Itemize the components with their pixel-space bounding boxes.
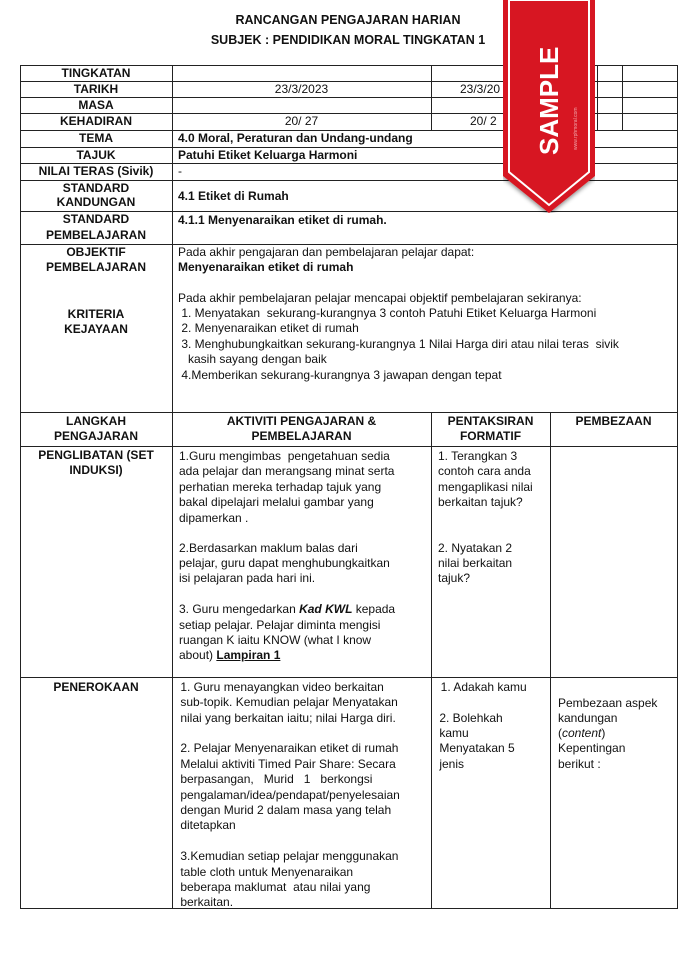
standard-pembelajaran-value: 4.1.1 Menyenaraikan etiket di rumah. — [178, 213, 387, 227]
label-standard-pembelajaran-2: PEMBELAJARAN — [45, 228, 146, 242]
activity-line: setiap pelajar. Pelajar diminta mengisi — [179, 618, 381, 632]
nilai-teras-value: - — [178, 164, 182, 178]
activity-line: perhatian mereka terhadap tajuk yang — [179, 480, 382, 494]
label-standard-kandungan-1: STANDARD — [62, 181, 130, 195]
activity-line: sub-topik. Kemudian pelajar Menyatakan — [177, 695, 398, 709]
pembezaan-line: (content) — [558, 726, 606, 740]
label-kehadiran: KEHADIRAN — [60, 114, 132, 128]
step-label-set-induksi-1: PENGLIBATAN (SET — [38, 448, 154, 462]
column-header-langkah-1: LANGKAH — [66, 414, 126, 428]
sample-text: SAMPLE — [534, 46, 564, 155]
kriteria-intro: Pada akhir pembelajaran pelajar mencapai objektif pembelajaran sekiranya: — [178, 291, 582, 305]
label-kriteria-2: KEJAYAAN — [64, 322, 128, 336]
activity-line: isi pelajaran pada hari ini. — [179, 571, 316, 585]
activity-line: dipamerkan . — [179, 511, 249, 525]
activity-line: Melalui aktiviti Timed Pair Share: Secara — [177, 757, 396, 771]
label-kriteria-1: KRITERIA — [67, 307, 125, 321]
column-header-pembezaan: PEMBEZAAN — [575, 414, 652, 428]
document-title: RANCANGAN PENGAJARAN HARIAN — [235, 13, 461, 27]
column-header-pentaksiran-2: FORMATIF — [459, 429, 522, 443]
formative-line: berkaitan tajuk? — [438, 495, 523, 509]
activity-line: about) Lampiran 1 — [179, 648, 281, 662]
label-nilai-teras: NILAI TERAS (Sivik) — [38, 164, 154, 178]
activity-line: 2. Pelajar Menyenaraikan etiket di rumah — [177, 741, 399, 755]
formative-line: Menyatakan 5 — [436, 741, 515, 755]
column-header-langkah-2: PENGAJARAN — [53, 429, 138, 443]
sample-watermark-ribbon — [503, 0, 595, 213]
label-standard-pembelajaran-1: STANDARD — [62, 212, 130, 226]
standard-kandungan-value: 4.1 Etiket di Rumah — [178, 189, 289, 203]
objektif-text: Menyenaraikan etiket di rumah — [178, 260, 354, 274]
label-standard-kandungan-2: KANDUNGAN — [56, 195, 136, 209]
label-masa: MASA — [78, 98, 114, 112]
activity-line: ada pelajar dan merangsang minat serta — [179, 464, 395, 478]
pembezaan-line: berikut : — [558, 757, 601, 771]
kehadiran-value-2: 20/ 2 — [470, 114, 497, 128]
activity-line: table cloth untuk Menyenaraikan — [177, 865, 354, 879]
column-header-aktiviti-1: AKTIVITI PENGAJARAN & — [226, 414, 377, 428]
formative-line: 2. Bolehkah — [436, 711, 503, 725]
activity-line: dengan Murid 2 dalam masa yang telah — [177, 803, 392, 817]
column-header-pentaksiran-1: PENTAKSIRAN — [447, 414, 534, 428]
activity-line: pelajar, guru dapat menghubungkaitkan — [179, 556, 390, 570]
lampiran-link[interactable]: Lampiran 1 — [216, 648, 281, 662]
formative-line: kamu — [436, 726, 469, 740]
label-objektif-2: PEMBELAJARAN — [45, 260, 146, 274]
formative-line: tajuk? — [438, 571, 471, 585]
column-header-aktiviti-2: PEMBELAJARAN — [251, 429, 352, 443]
activity-line: berkaitan. — [177, 895, 234, 909]
activity-line: ruangan K iaitu KNOW (what I know — [179, 633, 372, 647]
activity-line: 1.Guru mengimbas pengetahuan sedia — [179, 449, 390, 463]
tajuk-value: Patuhi Etiket Keluarga Harmoni — [178, 148, 358, 162]
document-subtitle: SUBJEK : PENDIDIKAN MORAL TINGKATAN 1 — [210, 33, 486, 47]
pembezaan-line: kandungan — [558, 711, 618, 725]
activity-line: 1. Guru menayangkan video berkaitan — [177, 680, 384, 694]
activity-line: 3.Kemudian setiap pelajar menggunakan — [177, 849, 399, 863]
tarikh-value-1: 23/3/2023 — [274, 82, 329, 96]
objektif-intro: Pada akhir pengajaran dan pembelajaran pelajar dapat: — [178, 245, 475, 259]
tema-value: 4.0 Moral, Peraturan dan Undang-undang — [178, 131, 413, 145]
step-label-set-induksi-2: INDUKSI) — [69, 463, 123, 477]
label-tingkatan: TINGKATAN — [61, 66, 131, 80]
kriteria-item: 3. Menghubungkaitkan sekurang-kurangnya 1 Nilai Harga diri atau nilai teras sivik — [178, 337, 619, 351]
label-objektif-1: OBJEKTIF — [66, 245, 126, 259]
formative-line: 1. Adakah kamu — [434, 680, 527, 694]
formative-line: nilai berkaitan — [438, 556, 513, 570]
kehadiran-value-1: 20/ 27 — [284, 114, 319, 128]
activity-line: 3. Guru mengedarkan Kad KWL kepada — [179, 602, 396, 616]
activity-line: beberapa maklumat atau nilai yang — [177, 880, 371, 894]
label-tarikh: TARIKH — [73, 82, 119, 96]
kriteria-item: kasih sayang dengan baik — [178, 352, 327, 366]
watermark-site-text: www.rphmoral.com — [573, 107, 579, 150]
formative-line: jenis — [436, 757, 465, 771]
pembezaan-line: Kepentingan — [558, 741, 626, 755]
formative-line: 1. Terangkan 3 — [438, 449, 518, 463]
activity-line: berpasangan, Murid 1 berkongsi — [177, 772, 373, 786]
kriteria-item: 2. Menyenaraikan etiket di rumah — [178, 321, 359, 335]
pembezaan-line: Pembezaan aspek — [558, 696, 658, 710]
activity-line: nilai yang berkaitan iaitu; nilai Harga diri. — [177, 711, 396, 725]
step-label-penerokaan: PENEROKAAN — [53, 680, 139, 694]
activity-line: bakal dipelajari melalui gambar yang — [179, 495, 374, 509]
tarikh-value-2: 23/3/20 — [460, 82, 501, 96]
formative-line: 2. Nyatakan 2 — [438, 541, 513, 555]
formative-line: contoh cara anda — [438, 464, 531, 478]
label-tajuk: TAJUK — [76, 148, 116, 162]
kriteria-item: 1. Menyatakan sekurang-kurangnya 3 contoh Patuhi Etiket Keluarga Harmoni — [178, 306, 597, 320]
activity-line: ditetapkan — [177, 818, 236, 832]
kriteria-item: 4.Memberikan sekurang-kurangnya 3 jawapan dengan tepat — [178, 368, 502, 382]
activity-line: pengalaman/idea/pendapat/penyelesaian — [177, 788, 400, 802]
formative-line: mengaplikasi nilai — [438, 480, 533, 494]
label-tema: TEMA — [79, 131, 113, 145]
activity-line: 2.Berdasarkan maklum balas dari — [179, 541, 358, 555]
kad-kwl-label: Kad KWL — [299, 602, 353, 616]
